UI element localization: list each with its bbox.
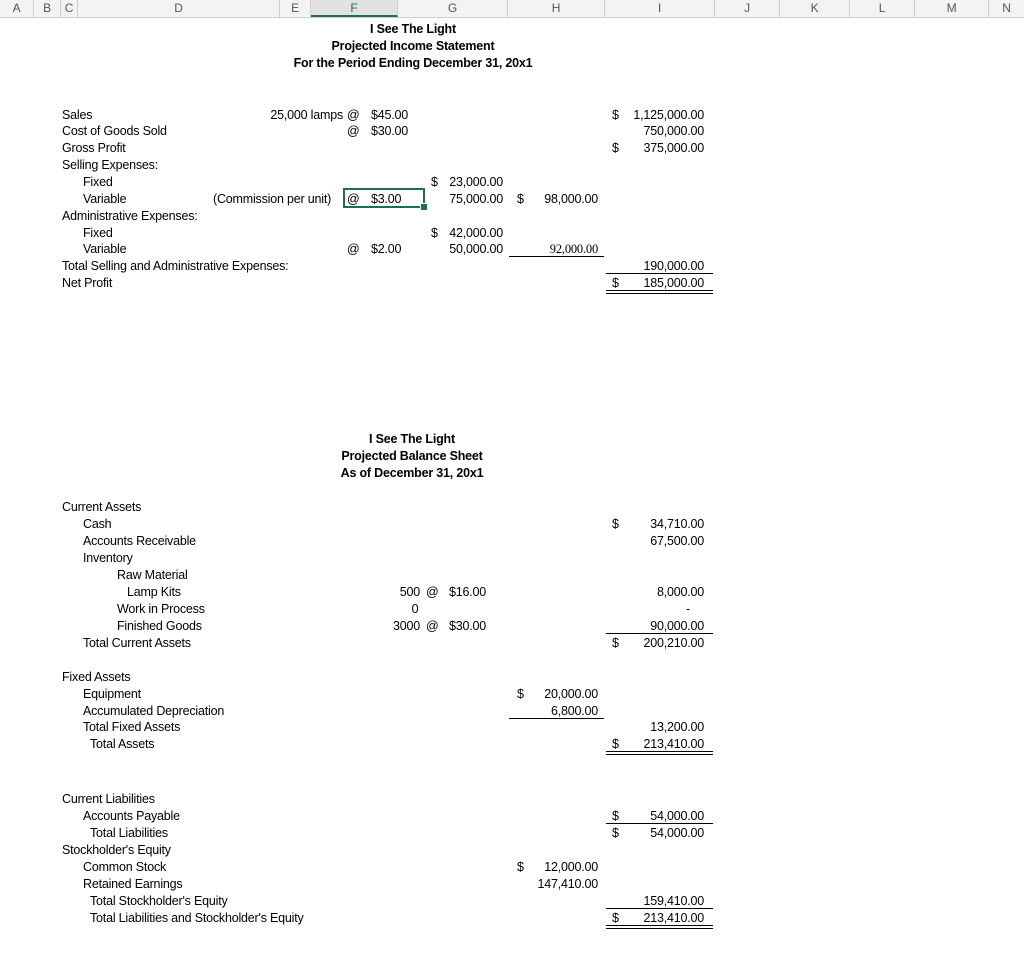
total-assets-double-underline-2	[606, 754, 713, 755]
total-fixed-assets-amount[interactable]: 13,200.00	[650, 720, 704, 734]
total-liabilities-amount[interactable]: 54,000.00	[650, 826, 704, 840]
lamp-kits-qty[interactable]: 500	[399, 585, 420, 599]
selling-subtotal-currency: $	[517, 192, 524, 206]
equipment-label[interactable]: Equipment	[83, 687, 141, 701]
cogs-label[interactable]: Cost of Goods Sold	[62, 124, 167, 138]
admin-fixed-amount[interactable]: 42,000.00	[449, 226, 503, 240]
admin-variable-amount[interactable]: 50,000.00	[449, 242, 503, 256]
ap-underline	[606, 823, 713, 824]
total-le-amount[interactable]: 213,410.00	[643, 911, 704, 925]
net-profit-amount[interactable]: 185,000.00	[643, 276, 704, 290]
net-profit-double-underline-2	[606, 293, 713, 294]
total-current-assets-amount[interactable]: 200,210.00	[643, 636, 704, 650]
column-header-bar	[0, 0, 1024, 18]
sales-qty[interactable]: 25,000 lamps	[270, 108, 343, 122]
column-header-n[interactable]: N	[1002, 1, 1011, 15]
finished-goods-at[interactable]: @	[426, 619, 439, 633]
net-profit-currency: $	[612, 276, 619, 290]
gross-profit-label[interactable]: Gross Profit	[62, 141, 126, 155]
accum-dep-amount[interactable]: 6,800.00	[550, 704, 598, 718]
total-liabilities-currency: $	[612, 826, 619, 840]
column-header-m[interactable]: M	[915, 0, 989, 17]
accum-dep-label[interactable]: Accumulated Depreciation	[83, 704, 225, 718]
current-assets-label[interactable]: Current Assets	[62, 500, 142, 514]
fill-handle[interactable]	[420, 203, 428, 211]
net-profit-double-underline-1	[606, 290, 713, 291]
selling-fixed-label[interactable]: Fixed	[83, 175, 113, 189]
admin-variable-at[interactable]: @	[347, 242, 360, 256]
total-current-assets-label[interactable]: Total Current Assets	[83, 636, 191, 650]
sales-amount[interactable]: 1,125,000.00	[633, 108, 704, 122]
wip-qty[interactable]: 0	[411, 602, 419, 616]
selected-cell[interactable]	[343, 188, 425, 208]
column-header-c[interactable]: C	[61, 0, 78, 17]
column-header-a[interactable]: A	[0, 0, 34, 17]
total-equity-underline	[606, 908, 713, 909]
column-header-h[interactable]: H	[508, 0, 605, 17]
lamp-kits-label[interactable]: Lamp Kits	[127, 585, 181, 599]
admin-variable-price[interactable]: $2.00	[371, 242, 402, 256]
cash-currency: $	[612, 517, 619, 531]
selling-variable-label[interactable]: Variable	[83, 192, 127, 206]
lamp-kits-amount[interactable]: 8,000.00	[656, 585, 704, 599]
sales-price[interactable]: $45.00	[371, 108, 409, 122]
admin-fixed-label[interactable]: Fixed	[83, 226, 113, 240]
equipment-amount[interactable]: 20,000.00	[544, 687, 598, 701]
inventory-label[interactable]: Inventory	[83, 551, 133, 565]
admin-expenses-label[interactable]: Administrative Expenses:	[62, 209, 198, 223]
cogs-at[interactable]: @	[347, 124, 360, 138]
lamp-kits-price[interactable]: $16.00	[449, 585, 487, 599]
equity-label[interactable]: Stockholder's Equity	[62, 843, 171, 857]
total-equity-amount[interactable]: 159,410.00	[643, 894, 704, 908]
gross-profit-amount[interactable]: 375,000.00	[643, 141, 704, 155]
current-liabilities-label[interactable]: Current Liabilities	[62, 792, 155, 806]
balance-title-name: Projected Balance Sheet	[341, 449, 483, 463]
common-stock-amount[interactable]: 12,000.00	[544, 860, 598, 874]
column-header-d[interactable]: D	[78, 0, 280, 17]
total-le-double-underline-2	[606, 928, 713, 929]
column-header-f[interactable]: F	[311, 0, 398, 17]
gross-profit-currency: $	[612, 141, 619, 155]
total-assets-currency: $	[612, 737, 619, 751]
column-header-g[interactable]: G	[398, 0, 508, 17]
cogs-amount[interactable]: 750,000.00	[643, 124, 704, 138]
income-title-company: I See The Light	[370, 22, 456, 36]
ap-currency: $	[612, 809, 619, 823]
retained-earnings-amount[interactable]: 147,410.00	[537, 877, 598, 891]
equipment-currency: $	[517, 687, 524, 701]
commission-price[interactable]: $3.00	[371, 192, 402, 206]
admin-subtotal[interactable]: 92,000.00	[549, 242, 598, 256]
selling-variable-amount[interactable]: 75,000.00	[449, 192, 503, 206]
total-assets-double-underline-1	[606, 751, 713, 752]
total-sa-underline	[606, 273, 713, 274]
ar-label[interactable]: Accounts Receivable	[83, 534, 196, 548]
commission-at[interactable]: @	[347, 192, 360, 206]
total-liabilities-label[interactable]: Total Liabilities	[90, 826, 168, 840]
raw-material-label[interactable]: Raw Material	[117, 568, 188, 582]
income-title-name: Projected Income Statement	[331, 39, 495, 53]
ap-amount[interactable]: 54,000.00	[650, 809, 704, 823]
selling-expenses-label[interactable]: Selling Expenses:	[62, 158, 158, 172]
sales-at[interactable]: @	[347, 108, 360, 122]
total-fixed-assets-label[interactable]: Total Fixed Assets	[83, 720, 181, 734]
finished-goods-price[interactable]: $30.00	[449, 619, 487, 633]
ar-amount[interactable]: 67,500.00	[650, 534, 704, 548]
lamp-kits-at[interactable]: @	[426, 585, 439, 599]
total-sa-amount[interactable]: 190,000.00	[643, 259, 704, 273]
column-header-i[interactable]: I	[605, 0, 715, 17]
wip-label[interactable]: Work in Process	[117, 602, 205, 616]
balance-title-date: As of December 31, 20x1	[340, 466, 484, 480]
sales-currency: $	[612, 108, 619, 122]
total-assets-amount[interactable]: 213,410.00	[643, 737, 704, 751]
column-header-l[interactable]: L	[850, 0, 915, 17]
total-sa-label[interactable]: Total Selling and Administrative Expenses:	[62, 259, 289, 273]
column-header-e[interactable]: E	[280, 0, 311, 17]
fixed-assets-label[interactable]: Fixed Assets	[62, 670, 131, 684]
selling-fixed-amount[interactable]: 23,000.00	[449, 175, 503, 189]
accum-dep-underline	[509, 718, 604, 719]
total-le-double-underline-1	[606, 925, 713, 926]
cash-label[interactable]: Cash	[83, 517, 112, 531]
total-assets-label[interactable]: Total Assets	[90, 737, 155, 751]
selling-fixed-currency: $	[431, 175, 438, 189]
column-header-j[interactable]: J	[715, 0, 780, 17]
admin-fixed-currency: $	[431, 226, 438, 240]
admin-variable-label[interactable]: Variable	[83, 242, 127, 256]
finished-goods-amount[interactable]: 90,000.00	[650, 619, 704, 633]
common-stock-label[interactable]: Common Stock	[83, 860, 167, 874]
commission-note[interactable]: (Commission per unit)	[213, 192, 332, 206]
finished-goods-qty[interactable]: 3000	[392, 619, 420, 633]
total-le-label[interactable]: Total Liabilities and Stockholder's Equity	[90, 911, 304, 925]
wip-amount[interactable]: -	[686, 602, 690, 616]
common-stock-currency: $	[517, 860, 524, 874]
income-title-period: For the Period Ending December 31, 20x1	[293, 56, 533, 70]
ap-label[interactable]: Accounts Payable	[83, 809, 180, 823]
total-le-currency: $	[612, 911, 619, 925]
finished-goods-label[interactable]: Finished Goods	[117, 619, 202, 633]
total-equity-label[interactable]: Total Stockholder's Equity	[90, 894, 228, 908]
balance-title-company: I See The Light	[369, 432, 455, 446]
selling-subtotal[interactable]: 98,000.00	[544, 192, 598, 206]
retained-earnings-label[interactable]: Retained Earnings	[83, 877, 183, 891]
admin-subtotal-underline	[509, 256, 604, 257]
column-header-b[interactable]: B	[34, 0, 61, 17]
sales-label[interactable]: Sales	[62, 108, 93, 122]
cogs-price[interactable]: $30.00	[371, 124, 409, 138]
column-header-k[interactable]: K	[780, 0, 850, 17]
total-current-assets-currency: $	[612, 636, 619, 650]
finished-goods-underline	[606, 633, 713, 634]
net-profit-label[interactable]: Net Profit	[62, 276, 113, 290]
cash-amount[interactable]: 34,710.00	[650, 517, 704, 531]
